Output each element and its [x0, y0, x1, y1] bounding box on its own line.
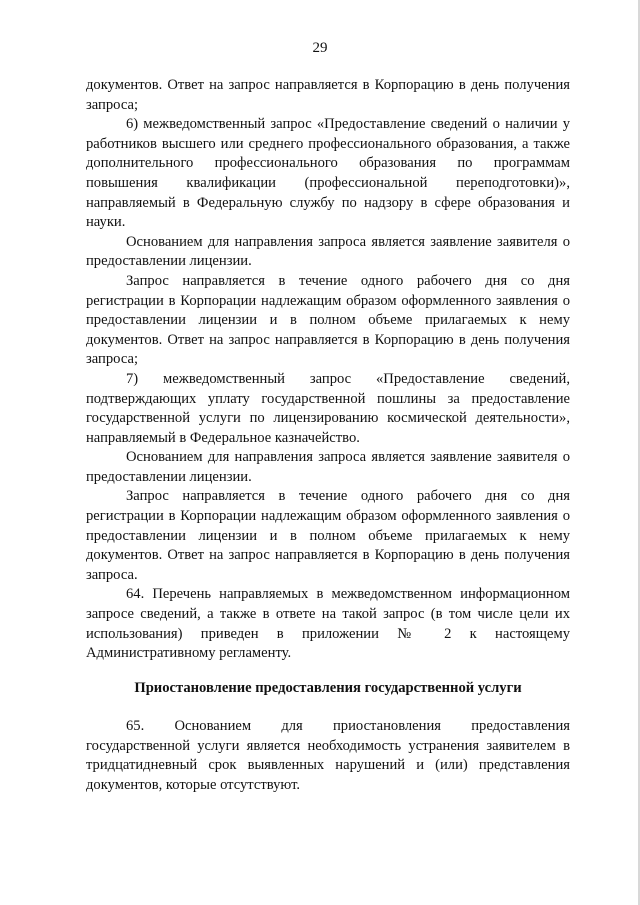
body-text	[86, 76, 570, 664]
paragraph: 65. Основанием для приостановления предоставления государственной услуги является необходимость устранения заявителем в тридцатидневный срок выявленных нарушений и (или) представления документов, которые отсутствуют.	[86, 718, 570, 793]
paragraph: Основанием для направления запроса является заявление заявителя о предоставлении лицензии.	[86, 233, 570, 270]
paragraph: 7) межведомственный запрос «Предоставление сведений, подтверждающих уплату государственной пошлины за предоставление государственной услуги по лицензированию космической деятельности», направляемый в Федеральное казначейство.	[86, 370, 570, 446]
paragraph: Основанием для направления запроса является заявление заявителя о предоставлении лицензии.	[86, 449, 570, 485]
paragraph: Запрос направляется в течение одного рабочего дня со дня регистрации в Корпорации надлежащим образом оформленного заявления о предоставлении лицензии и в полном объеме прилагаемых к нему документов. Ответ на запрос направляется в Корпорацию в день получения запроса.	[86, 488, 570, 583]
paragraph: 64. Перечень направляемых в межведомственном информационном запросе сведений, а также в ответе на такой запрос (в том числе цели их использования) приведен в приложении № 2 к настоящему Административному регламенту.	[86, 586, 570, 662]
paragraph: 6) межведомственный запрос «Предоставление сведений о наличии у работников высшего или среднего профессионального образования, а также дополнительного профессионального образования по программам повышения квалификации (профессиональной переподготовки)», направляемый в Федеральную службу по надзору в сфере образования и науки.	[86, 116, 570, 231]
paragraph: документов. Ответ на запрос направляется в Корпорацию в день получения запроса;	[86, 77, 570, 113]
page-number: 29	[312, 40, 328, 56]
paragraph: Запрос направляется в течение одного рабочего дня со дня регистрации в Корпорации надлежащим образом оформленного заявления о предоставлении лицензии и в полном объеме прилагаемых к нему документов. Ответ на запрос направляется в Корпорацию в день получения запроса;	[86, 272, 570, 368]
section-heading: Приостановление предоставления государственной услуги	[134, 680, 522, 696]
section-body-text	[86, 717, 570, 795]
